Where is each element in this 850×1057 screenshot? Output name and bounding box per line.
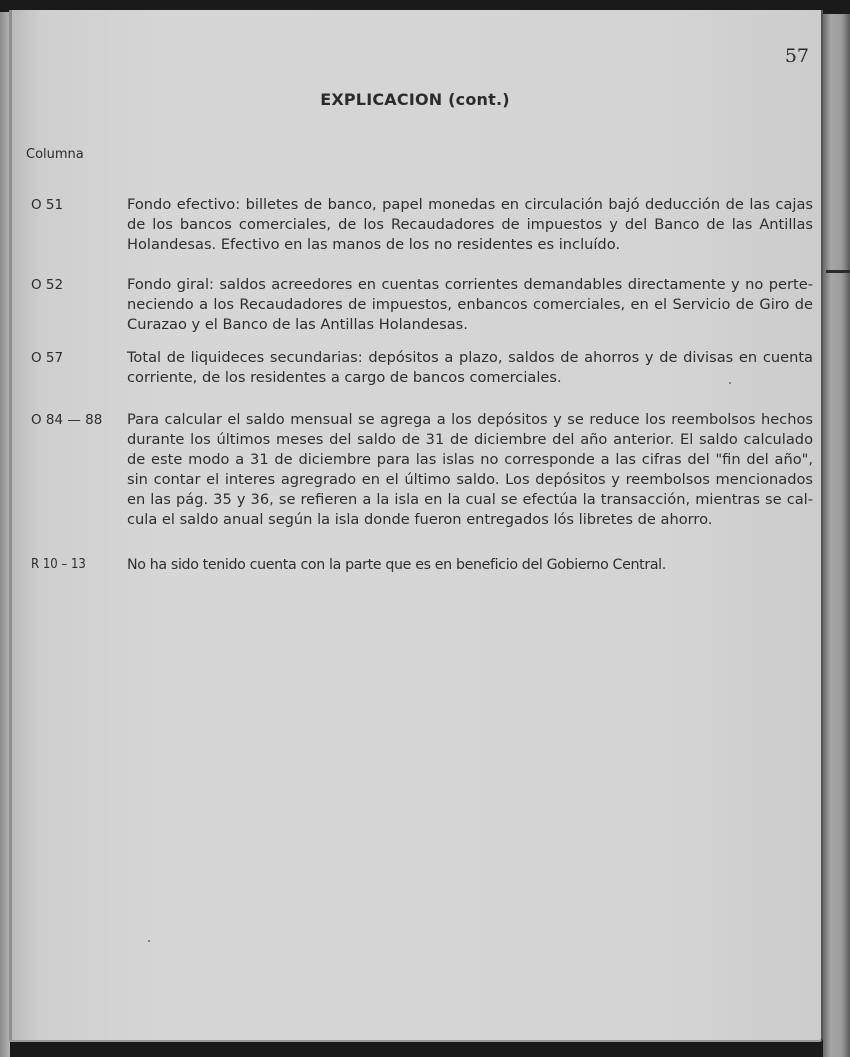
text-line: Holandesas. Efectivo en las manos de los no residentes es incluído. [127,236,621,253]
text-line: sin contar el interes agregrado en el último saldo. Los depósitos y reembolsos mencionados [127,471,813,488]
speck [729,382,731,384]
entry-code: O 51 [31,197,64,213]
document-page [9,10,823,1042]
entry-text [127,275,813,335]
entry-text [127,348,813,388]
text-line: de este modo a 31 de diciembre para las islas no corresponde a las cifras del "fin del año", [127,451,813,468]
text-line: Fondo giral: saldos acreedores en cuentas corrientes demandables directamente y no perte- [127,276,813,293]
entry-code: O 57 [31,350,64,366]
text-line: de los bancos comerciales, de los Recaudadores de impuestos y del Banco de las Antillas [127,216,813,233]
entry-text [127,195,813,255]
text-line: Fondo efectivo: billetes de banco, papel monedas en circulación bajó deducción de las cajas [127,196,813,213]
text-line: Total de liquideces secundarias: depósitos a plazo, saldos de ahorros y de divisas en cuenta [127,349,813,366]
page-number: 57 [784,45,809,67]
text-line: neciendo a los Recaudadores de impuestos, enbancos comerciales, en el Servicio de Giro de [127,296,813,313]
page-edge-mark [826,270,850,273]
text-line: durante los últimos meses del saldo de 31 de diciembre del año anterior. El saldo calculado [127,431,813,448]
column-header: Columna [26,147,84,162]
speck [148,940,150,942]
text-line: cula el saldo anual según la isla donde fueron entregados lós libretes de ahorro. [127,511,713,528]
text-line: corriente, de los residentes a cargo de bancos comerciales. [127,369,562,386]
entry-text [127,410,813,530]
entry-code: O 52 [31,277,64,293]
entry-code: R 10 – 13 [31,557,86,572]
text-line: Para calcular el saldo mensual se agrega a los depósitos y se reduce los reembolsos hechos [127,411,813,428]
page-title: EXPLICACION (cont.) [320,90,510,109]
text-line: Curazao y el Banco de las Antillas Holandesas. [127,316,468,333]
right-page-edge [823,14,850,1057]
entry-text [127,555,813,575]
entry-code: O 84 — 88 [31,412,103,428]
text-line: en las pág. 35 y 36, se refieren a la isla en la cual se efectúa la transacción, mientras se cal- [127,491,813,508]
text-line: No ha sido tenido cuenta con la parte que es en beneficio del Gobierno Central. [127,557,666,573]
